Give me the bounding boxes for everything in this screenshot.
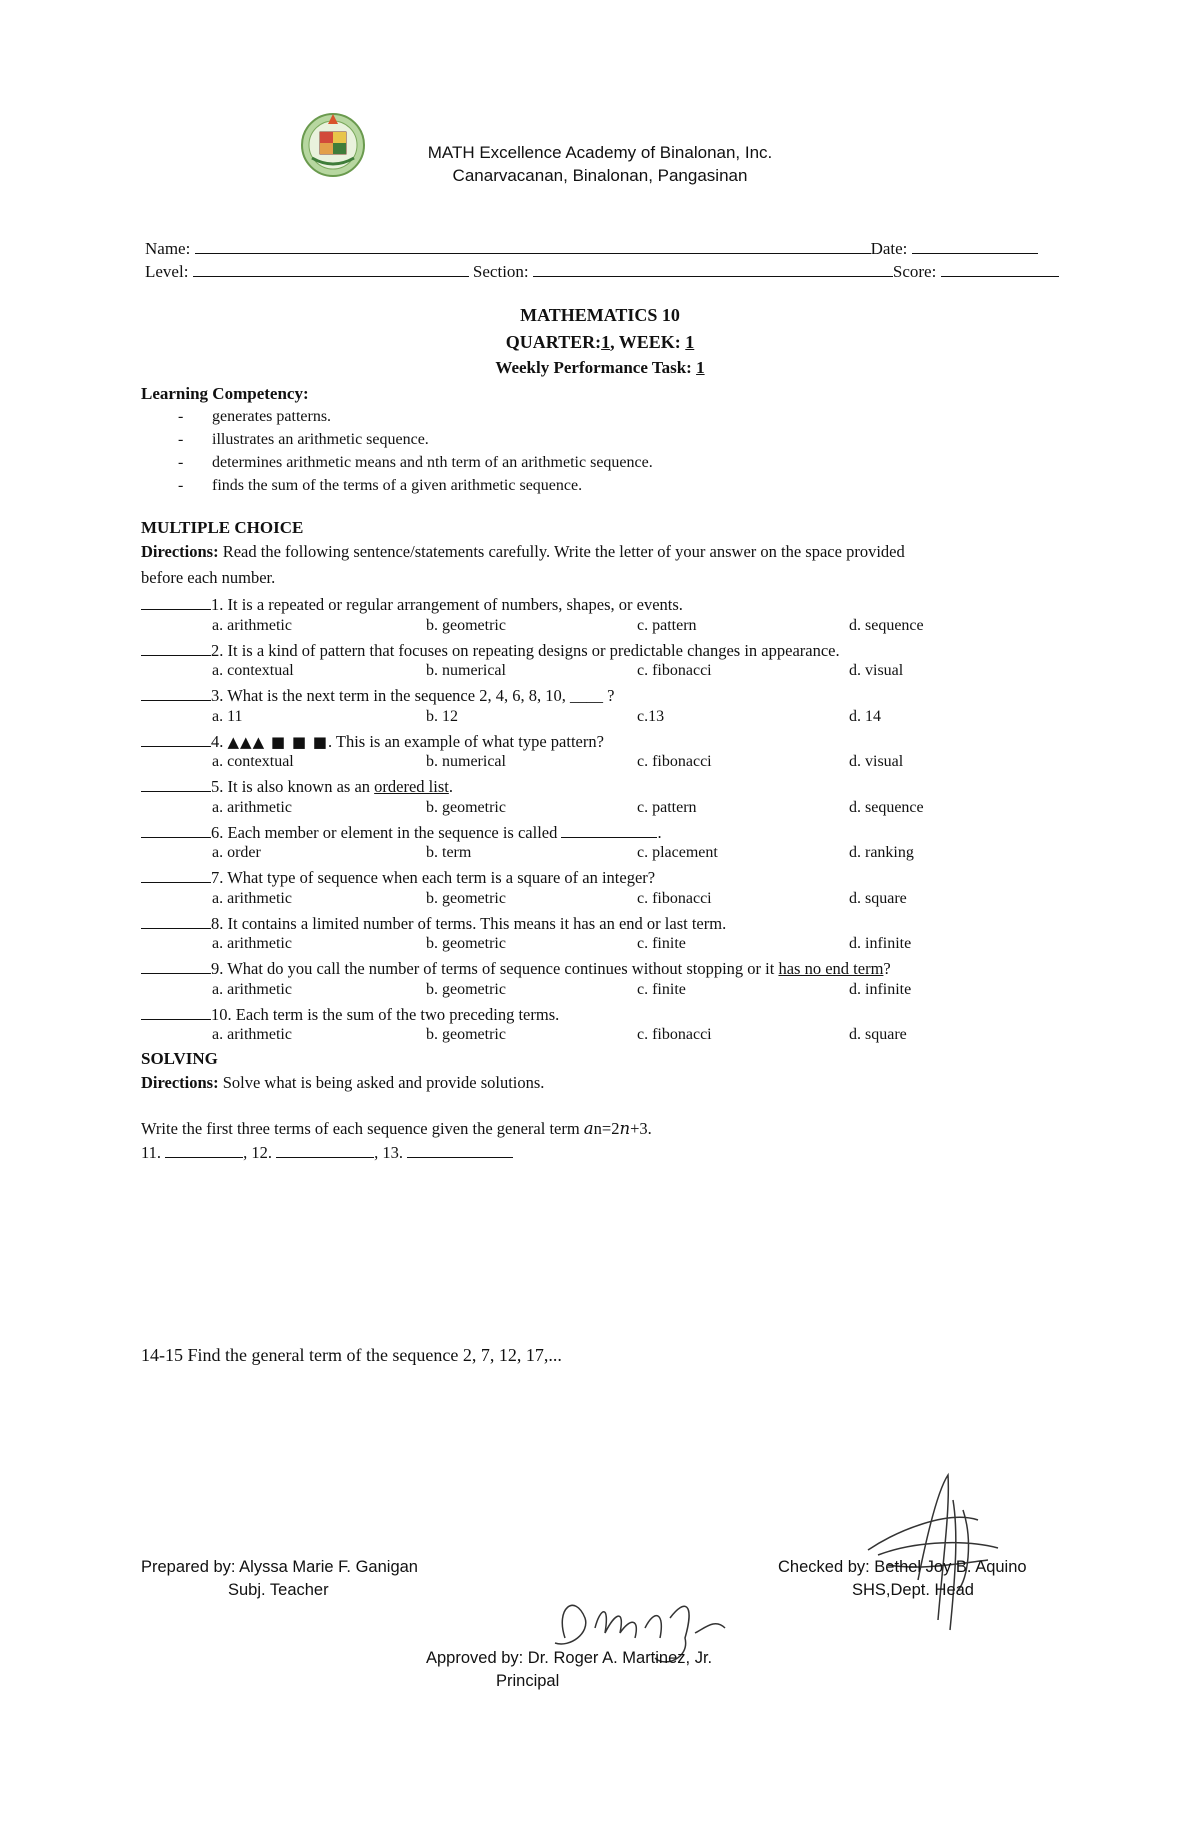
answer-blank[interactable]: [141, 685, 211, 701]
question-text: 3. What is the next term in the sequence 2, 4, 6, 8, 10, ____ ?: [211, 686, 615, 705]
level-blank[interactable]: [193, 261, 469, 277]
option-c: c. fibonacci: [637, 1026, 712, 1043]
task-value: 1: [696, 358, 705, 377]
item-11-label: 11.: [141, 1143, 162, 1162]
school-address: Canarvacanan, Binalonan, Pangasinan: [452, 166, 748, 185]
option-a: a. arithmetic: [212, 980, 292, 998]
option-d: d. visual: [849, 662, 904, 679]
question-underlined-text: ordered list: [374, 777, 449, 796]
competency-item: generates patterns.: [212, 408, 332, 425]
checked-signature-icon: [858, 1470, 1008, 1640]
option-b: b. 12: [426, 707, 458, 725]
option-c: c. finite: [637, 935, 686, 952]
option-a: a. arithmetic: [212, 1026, 292, 1043]
approved-title: Principal: [496, 1672, 560, 1690]
task-line: [0, 358, 1200, 378]
quarter-label: QUARTER:: [505, 332, 602, 352]
question-3: [141, 685, 614, 706]
bullet-dash: -: [178, 408, 184, 425]
answer-blank[interactable]: [141, 958, 211, 974]
competency-item: finds the sum of the terms of a given arithmetic sequence.: [212, 477, 583, 494]
solving-heading: SOLVING: [141, 1049, 218, 1068]
score-blank[interactable]: [941, 261, 1059, 277]
mc-directions-label: Directions:: [141, 542, 219, 561]
competency-item: determines arithmetic means and nth term of an arithmetic sequence.: [212, 454, 653, 471]
level-label: Level:: [145, 262, 189, 281]
question-7: [141, 867, 655, 888]
quarter-week-line: [0, 332, 1200, 353]
option-d: d. square: [849, 889, 907, 907]
prepared-by: Prepared by: Alyssa Marie F. Ganigan: [141, 1558, 418, 1576]
question-text: . This is an example of what type pattern?: [327, 731, 604, 751]
question-4: [141, 731, 604, 752]
question-9: [141, 958, 891, 979]
date-blank[interactable]: [912, 238, 1038, 254]
question-text: 10. Each term is the sum of the two preceding terms.: [211, 1004, 560, 1024]
option-c: c. fibonacci: [637, 889, 712, 907]
question-text: 9. What do you call the number of terms of sequence continues without stopping or it: [211, 959, 779, 978]
option-d: d. infinite: [849, 980, 912, 998]
bullet-dash: -: [178, 431, 184, 448]
question-10: [141, 1004, 559, 1025]
option-b: b. numerical: [426, 662, 506, 679]
mc-directions-text: Read the following sentence/statements carefully. Write the letter of your answer on the space provided: [218, 542, 905, 561]
answer-blank[interactable]: [141, 913, 211, 929]
school-name: MATH Excellence Academy of Binalonan, Inc.: [427, 143, 773, 162]
question-text: 1. It is a repeated or regular arrangement of numbers, shapes, or events.: [211, 595, 683, 614]
option-c: c. pattern: [637, 798, 697, 816]
question-end: .: [657, 822, 662, 842]
answer-blank[interactable]: [141, 731, 211, 747]
answer-blank[interactable]: [141, 594, 211, 610]
name-field-row: [145, 238, 1038, 259]
question-text: 7. What type of sequence when each term is a square of an integer?: [211, 868, 656, 887]
answer-blank[interactable]: [141, 1004, 211, 1020]
question-5: [141, 776, 453, 797]
question-end: ?: [883, 959, 891, 978]
option-a: a. contextual: [212, 753, 294, 770]
question-1: [141, 594, 683, 615]
name-label: Name:: [145, 239, 191, 258]
option-b: b. geometric: [426, 889, 506, 907]
mc-directions-cont: before each number.: [141, 568, 276, 587]
mc-heading: MULTIPLE CHOICE: [141, 518, 304, 537]
task-label: Weekly Performance Task:: [495, 358, 697, 377]
solving-directions-label: Directions:: [141, 1073, 219, 1092]
option-b: b. term: [426, 844, 472, 861]
option-a: a. arithmetic: [212, 889, 292, 907]
question-text: 6. Each member or element in the sequence is called: [211, 822, 562, 842]
option-b: b. geometric: [426, 798, 506, 816]
option-c: c. placement: [637, 844, 718, 861]
subject-title: MATHEMATICS 10: [520, 305, 680, 325]
date-label: Date:: [870, 239, 908, 258]
option-a: a. arithmetic: [212, 798, 292, 816]
fill-in-blank: [561, 822, 657, 838]
checked-by: Checked by: Bethel Joy B. Aquino: [778, 1558, 1027, 1576]
option-d: d. ranking: [849, 844, 914, 861]
approved-by: Approved by: Dr. Roger A. Martinez, Jr.: [426, 1649, 713, 1667]
solving-items-row: [141, 1142, 513, 1163]
prepared-title: Subj. Teacher: [228, 1581, 329, 1599]
option-a: a. 11: [212, 707, 243, 725]
option-c: c. finite: [637, 980, 686, 998]
mc-directions: [141, 542, 905, 562]
answer-blank[interactable]: [141, 640, 211, 656]
item-13-blank[interactable]: [407, 1142, 513, 1158]
quarter-value: 1: [601, 332, 611, 352]
section-blank[interactable]: [533, 261, 893, 277]
answer-blank[interactable]: [141, 822, 211, 838]
question-2: [141, 640, 840, 661]
item-12-blank[interactable]: [276, 1142, 374, 1158]
option-b: b. geometric: [426, 935, 506, 952]
option-c: c. pattern: [637, 616, 697, 634]
question-text: 2. It is a kind of pattern that focuses on repeating designs or predictable changes in appearance.: [211, 640, 840, 660]
question-6: [141, 822, 662, 843]
answer-blank[interactable]: [141, 776, 211, 792]
answer-blank[interactable]: [141, 867, 211, 883]
problem-14-15: 14-15 Find the general term of the sequence 2, 7, 12, 17,...: [141, 1345, 562, 1365]
level-field-row: [145, 261, 1059, 282]
competency-heading: Learning Competency:: [141, 384, 309, 403]
shape-pattern-icon: ▲▲▲ ■ ■ ■: [227, 732, 328, 751]
option-d: d. 14: [849, 707, 881, 725]
option-c: c. fibonacci: [637, 753, 712, 770]
option-a: a. contextual: [212, 662, 294, 679]
section-label: Section:: [472, 262, 529, 281]
option-d: d. visual: [849, 753, 904, 770]
option-d: d. sequence: [849, 798, 924, 816]
solving-directions: [141, 1073, 544, 1093]
item-13-label: , 13.: [374, 1143, 404, 1162]
question-text: 5. It is also known as an: [211, 777, 375, 796]
option-a: a. arithmetic: [212, 935, 292, 952]
option-b: b. geometric: [426, 1026, 506, 1043]
week-label: , WEEK:: [610, 332, 686, 352]
option-b: b. numerical: [426, 753, 506, 770]
question-underlined-text: has no end term: [778, 959, 884, 978]
option-c: c. fibonacci: [637, 662, 712, 679]
item-11-blank[interactable]: [165, 1142, 243, 1158]
question-number: 4.: [211, 731, 228, 751]
option-c: c.13: [637, 707, 665, 725]
week-value: 1: [685, 332, 695, 352]
option-b: b. geometric: [426, 616, 506, 634]
bullet-dash: -: [178, 454, 184, 471]
option-b: b. geometric: [426, 980, 506, 998]
option-a: a. order: [212, 844, 261, 861]
checked-title: SHS,Dept. Head: [852, 1581, 974, 1599]
option-d: d. square: [849, 1026, 907, 1043]
item-12-label: , 12.: [243, 1143, 273, 1162]
question-text: 8. It contains a limited number of terms. This means it has an end or last term.: [211, 913, 727, 933]
question-end: .: [448, 777, 453, 796]
question-8: [141, 913, 726, 934]
option-a: a. arithmetic: [212, 616, 292, 634]
option-d: d. sequence: [849, 616, 924, 634]
solving-instruction: Write the first three terms of each sequence given the general term 𝑎n=2𝑛+3.: [141, 1119, 652, 1138]
score-label: Score:: [892, 262, 937, 281]
competency-item: illustrates an arithmetic sequence.: [212, 431, 429, 448]
name-blank[interactable]: [195, 238, 871, 254]
bullet-dash: -: [178, 477, 184, 494]
option-d: d. infinite: [849, 935, 912, 952]
solving-directions-text: Solve what is being asked and provide solutions.: [218, 1073, 545, 1092]
